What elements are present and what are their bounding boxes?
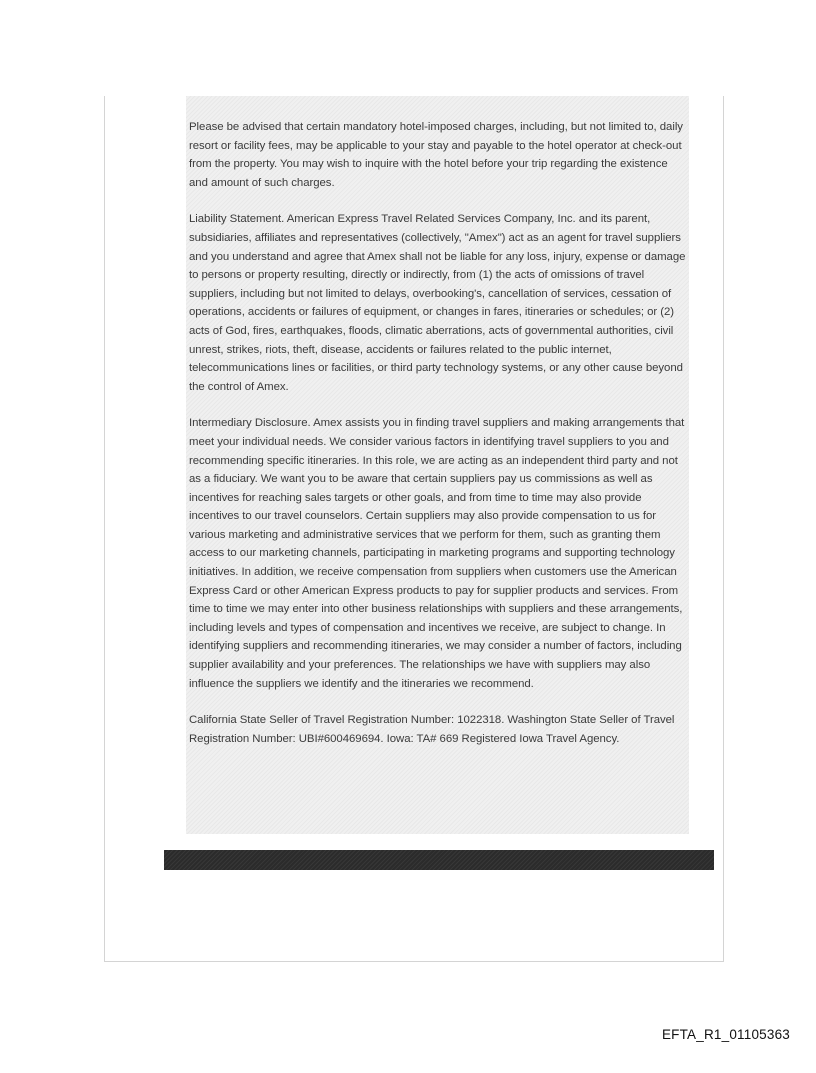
- hotel-charges-notice: Please be advised that certain mandatory hotel-imposed charges, including, but not limited to, daily resort or facility fees, may be applicable to your stay and payable to the hotel operator at check-out from the property. You may wish to inquire with the hotel before your trip regarding the existence and amount of such charges.: [189, 121, 683, 189]
- liability-statement: Liability Statement. American Express Travel Related Services Company, Inc. and its parent, subsidiaries, affiliates and representatives (collectively, "Amex") act as an agent for travel suppliers and you understand and agree that Amex shall not be liable for any loss, injury, expense or damage to persons or property resulting, directly or indirectly, from (1) the acts of omissions of travel suppliers, including but not limited to delays, overbooking's, cancellation of services, cessation of operations, accidents or failures of equipment, or changes in fares, itineraries or schedules; or (2) acts of God, fires, earthquakes, floods, climatic aberrations, acts of governmental authorities, civil unrest, strikes, riots, theft, disease, accidents or failures related to the public internet, telecommunications lines or facilities, or third party technology systems, or any other cause beyond the control of Amex.: [189, 213, 686, 393]
- seller-of-travel-registration: California State Seller of Travel Registration Number: 1022318. Washington State Seller of Travel Registration Number: UBI#600469694. Iowa: TA# 669 Registered Iowa Travel Agency.: [189, 714, 675, 745]
- intermediary-disclosure: Intermediary Disclosure. Amex assists you in finding travel suppliers and making arrangements that meet your individual needs. We consider various factors in identifying travel suppliers to you and recommending specific itineraries. In this role, we are acting as an independent third party and not as a fiduciary. We want you to be aware that certain suppliers pay us commissions as well as incentives for reaching sales targets or other goals, and from time to time may also provide incentives to our travel counselors. Certain suppliers may also provide compensation to us for various marketing and administrative services that we perform for them, such as granting them access to our marketing channels, participating in marketing programs and supporting technology initiatives. In addition, we receive compensation from suppliers when customers use the American Express Card or other American Express products to pay for supplier products and services. From time to time we may enter into other business relationships with suppliers and these arrangements, including levels and types of compensation and incentives we receive, are subject to change. In identifying suppliers and recommending itineraries, we may consider a number of factors, including supplier availability and your preferences. The relationships we have with suppliers may also influence the suppliers we identify and the itineraries we recommend.: [189, 417, 685, 690]
- disclaimer-block: [186, 96, 689, 834]
- document-id: EFTA_R1_01105363: [661, 1027, 790, 1042]
- footer-divider-bar: [164, 850, 714, 870]
